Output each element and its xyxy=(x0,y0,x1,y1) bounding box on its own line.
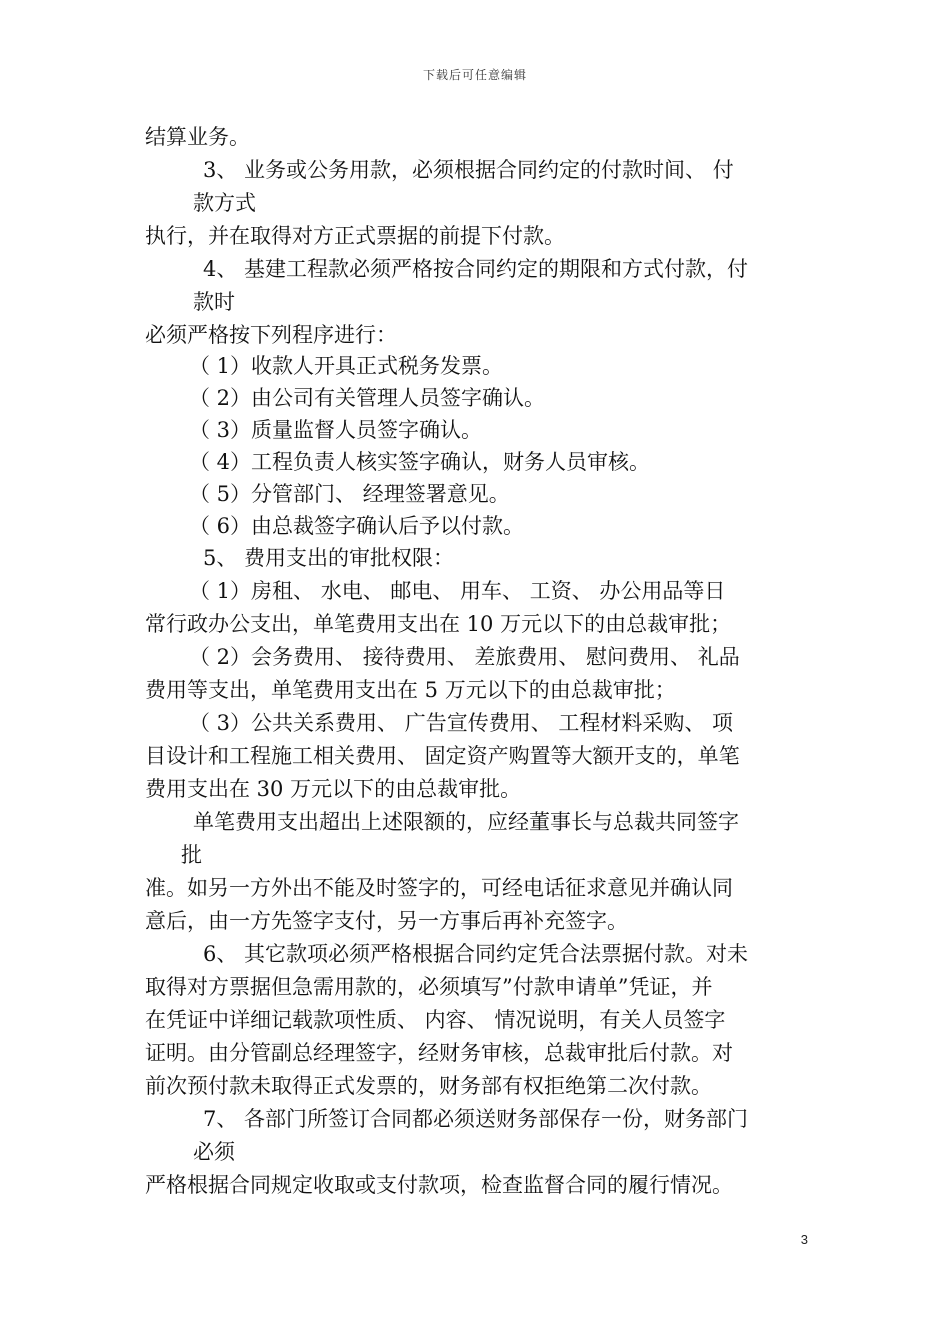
text-line: 结算业务。 xyxy=(145,125,250,149)
text-line: 目设计和工程施工相关费用、 固定资产购置等大额开支的，单笔 xyxy=(145,744,740,768)
text-line: 必须 xyxy=(193,1140,235,1164)
text-line: 证明。由分管副总经理签字，经财务审核，总裁审批后付款。对 xyxy=(145,1041,733,1065)
text-line: 在凭证中详细记载款项性质、 内容、 情况说明，有关人员签字 xyxy=(145,1008,726,1032)
text-line: （ 4）工程负责人核实签字确认，财务人员审核。 xyxy=(189,450,651,474)
text-line: 执行，并在取得对方正式票据的前提下付款。 xyxy=(145,224,565,248)
text-line: 5、 费用支出的审批权限： xyxy=(203,546,455,570)
text-line: 7、 各部门所签订合同都必须送财务部保存一份，财务部门 xyxy=(203,1107,749,1131)
text-line: （ 5）分管部门、 经理签署意见。 xyxy=(189,482,510,506)
text-line: 必须严格按下列程序进行： xyxy=(145,323,397,347)
text-line: （ 2）会务费用、 接待费用、 差旅费用、 慰问费用、 礼品 xyxy=(189,645,740,669)
text-line: 意后，由一方先签字支付，另一方事后再补充签字。 xyxy=(145,909,628,933)
text-line: 3、 业务或公务用款，必须根据合同约定的付款时间、 付 xyxy=(203,158,734,182)
text-line: 常行政办公支出，单笔费用支出在 10 万元以下的由总裁审批； xyxy=(145,612,732,636)
text-line: 准。如另一方外出不能及时签字的，可经电话征求意见并确认同 xyxy=(145,876,733,900)
text-line: 费用支出在 30 万元以下的由总裁审批。 xyxy=(145,777,522,801)
text-line: （ 3）公共关系费用、 广告宣传费用、 工程材料采购、 项 xyxy=(189,711,734,735)
text-line: 6、 其它款项必须严格根据合同约定凭合法票据付款。对未 xyxy=(203,942,749,966)
text-line: 单笔费用支出超出上述限额的，应经董事长与总裁共同签字 xyxy=(193,810,739,834)
text-line: 费用等支出，单笔费用支出在 5 万元以下的由总裁审批； xyxy=(145,678,676,702)
text-line: 款时 xyxy=(193,290,235,314)
text-line: （ 3）质量监督人员签字确认。 xyxy=(189,418,483,442)
text-line: （ 6）由总裁签字确认后予以付款。 xyxy=(189,514,525,538)
text-line: 4、 基建工程款必须严格按合同约定的期限和方式付款，付 xyxy=(203,257,749,281)
page-number: 3 xyxy=(800,1232,808,1247)
text-line: （ 1）收款人开具正式税务发票。 xyxy=(189,354,504,378)
text-line: 严格根据合同规定收取或支付款项，检查监督合同的履行情况。 xyxy=(145,1173,733,1197)
text-line: （ 2）由公司有关管理人员签字确认。 xyxy=(189,386,546,410)
text-line: （ 1）房租、 水电、 邮电、 用车、 工资、 办公用品等日 xyxy=(189,579,726,603)
page-header: 下载后可任意编辑 xyxy=(422,68,527,82)
text-line: 前次预付款未取得正式发票的，财务部有权拒绝第二次付款。 xyxy=(145,1074,712,1098)
text-line: 款方式 xyxy=(193,191,256,215)
text-line: 批 xyxy=(181,843,202,867)
text-line: 取得对方票据但急需用款的，必须填写”付款申请单”凭证，并 xyxy=(145,975,713,999)
